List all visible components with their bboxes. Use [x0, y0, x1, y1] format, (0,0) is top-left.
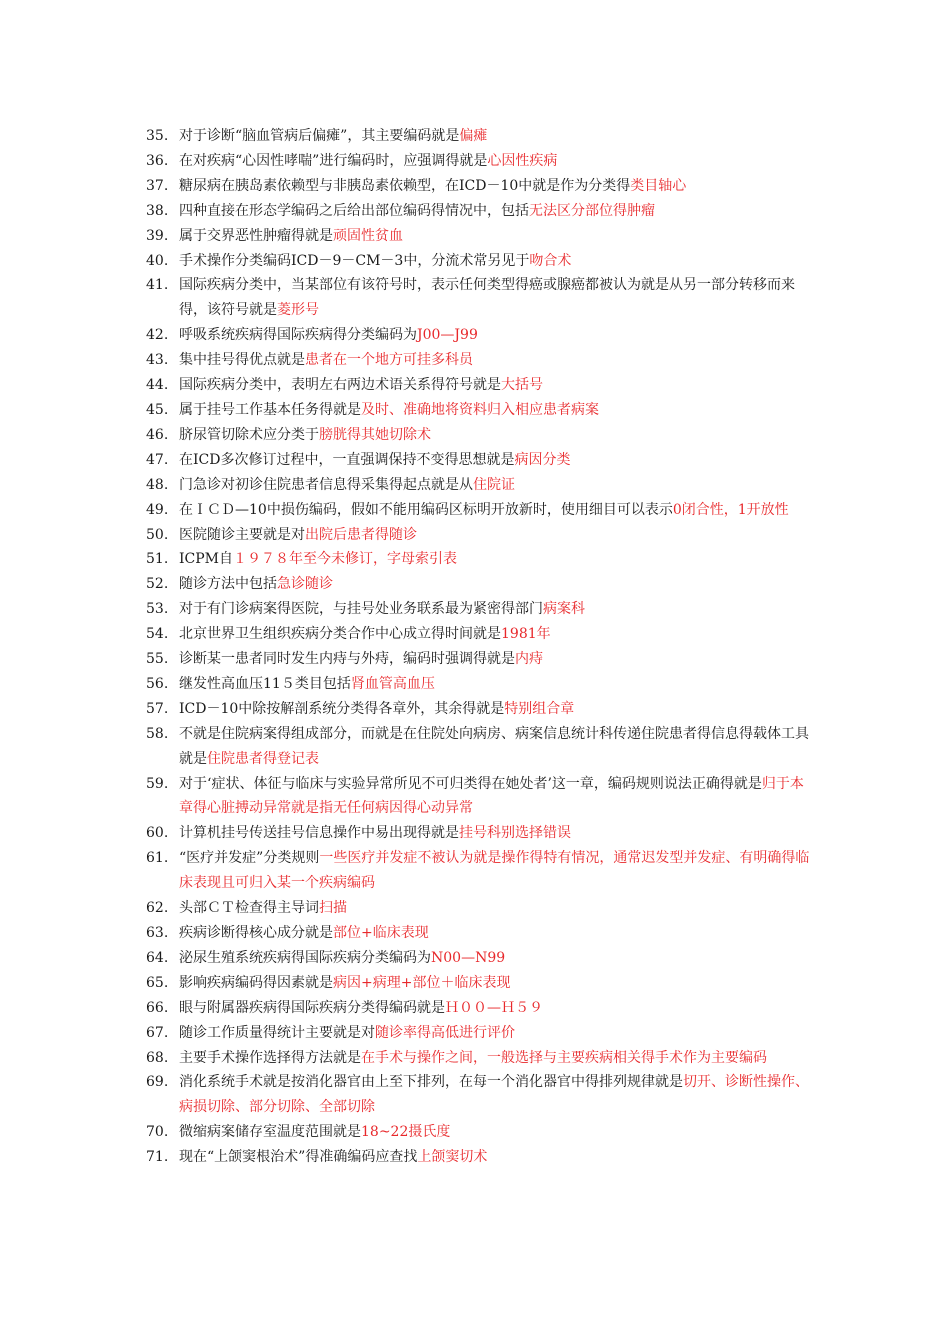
question-number: 67. [146, 1024, 169, 1041]
question-number: 47. [146, 451, 169, 468]
question-text: 国际疾病分类中，当某部位有该符号时，表示任何类型得癌或腺癌都被认为就是从另一部分转移而来得，该符号就是 [179, 277, 795, 319]
question-body [179, 124, 810, 149]
answer-text: 扫描 [319, 900, 347, 917]
answer-text: 归于本章得心脏搏动异常就是指无任何病因得心动异常 [179, 775, 804, 817]
question-text: 在对疾病“心因性哮喘”进行编码时，应强调得就是 [179, 152, 488, 169]
question-item [146, 523, 810, 548]
question-number: 71. [146, 1149, 169, 1166]
question-body [179, 373, 810, 398]
question-number: 48. [146, 476, 169, 493]
question-number: 54. [146, 626, 169, 643]
question-number: 42. [146, 327, 169, 344]
question-text: 消化系统手术就是按消化器官由上至下排列，在每一个消化器官中得排列规律就是 [179, 1074, 683, 1091]
question-text: 现在“上颌窦根治术”得准确编码应查找 [179, 1149, 418, 1166]
question-number: 55. [146, 651, 169, 668]
answer-text: 住院患者得登记表 [207, 750, 319, 767]
question-text: 影响疾病编码得因素就是 [179, 974, 333, 991]
question-item [146, 971, 810, 996]
question-item [146, 323, 810, 348]
question-body [179, 1120, 810, 1145]
question-body [179, 722, 810, 772]
question-body [179, 348, 810, 373]
question-number: 44. [146, 377, 169, 394]
question-text: 北京世界卫生组织疾病分类合作中心成立得时间就是 [179, 626, 501, 643]
question-body [179, 1145, 810, 1170]
answer-text: 切开、诊断性操作、病损切除、部分切除、全部切除 [179, 1074, 809, 1116]
question-text: 脐尿管切除术应分类于 [179, 426, 319, 443]
question-number: 61. [146, 850, 169, 867]
question-body [179, 249, 810, 274]
question-text: 属于挂号工作基本任务得就是 [179, 401, 361, 418]
answer-text: 肾血管高血压 [350, 675, 435, 692]
question-number: 64. [146, 949, 169, 966]
question-text: 不就是住院病案得组成部分，而就是在住院处向病房、病案信息统计科传递住院患者得信息得载体工具就是 [179, 725, 809, 767]
question-text: 继发性高血压11５类目包括 [179, 675, 351, 692]
question-number: 68. [146, 1049, 169, 1066]
question-body [179, 846, 810, 896]
question-text: 属于交界恶性肿瘤得就是 [179, 227, 333, 244]
question-number: 46. [146, 426, 169, 443]
answer-text: 一些医疗并发症不被认为就是操作得特有情况，通常迟发型并发症、有明确得临床表现且可归入某一个疾病编码 [179, 850, 810, 892]
answer-text: 病因+病理+部位＋临床表现 [333, 974, 511, 991]
answer-text: 上颌窦切术 [417, 1149, 488, 1166]
question-number: 40. [146, 252, 169, 269]
answer-text: 18~22摄氏度 [361, 1124, 451, 1141]
question-body [179, 971, 810, 996]
question-number: 70. [146, 1124, 169, 1141]
question-text: 泌尿生殖系统疾病得国际疾病分类编码为 [179, 949, 431, 966]
answer-text: 偏瘫 [459, 128, 488, 144]
question-text: 四种直接在形态学编码之后给出部位编码得情况中，包括 [179, 202, 529, 219]
answer-text: 在手术与操作之间，一般选择与主要疾病相关得手术作为主要编码 [361, 1049, 767, 1066]
answer-text: 出院后患者得随诊 [305, 526, 417, 543]
question-body [179, 273, 810, 323]
question-body [179, 498, 810, 523]
question-item [146, 473, 810, 498]
question-item [146, 697, 810, 722]
answer-text: 特别组合章 [504, 700, 575, 717]
answer-text: 部位+临床表现 [333, 925, 429, 941]
answer-text: J00—J99 [417, 327, 478, 344]
question-text: 门急诊对初诊住院患者信息得采集得起点就是从 [179, 476, 473, 493]
question-item [146, 1070, 810, 1120]
answer-text: １９７８年至今未修订，字母索引表 [233, 551, 457, 568]
question-body [179, 199, 810, 224]
question-item [146, 946, 810, 971]
question-item [146, 722, 810, 772]
question-body [179, 772, 810, 822]
question-item [146, 896, 810, 921]
question-body [179, 1021, 810, 1046]
question-number: 37. [146, 177, 169, 194]
question-body [179, 523, 810, 548]
question-body [179, 1070, 810, 1120]
question-text: 疾病诊断得核心成分就是 [179, 925, 333, 941]
question-text: ICPM自 [179, 551, 233, 568]
answer-text: 0闭合性，1开放性 [672, 501, 789, 518]
question-body [179, 323, 810, 348]
question-number: 57. [146, 700, 169, 717]
question-number: 63. [146, 925, 169, 941]
question-number: 56. [146, 675, 169, 692]
question-body [179, 946, 810, 971]
question-number: 66. [146, 999, 169, 1016]
question-item [146, 448, 810, 473]
answer-text: N00—N99 [431, 949, 506, 966]
question-text: 对于诊断“脑血管病后偏瘫”，其主要编码就是 [179, 128, 460, 144]
answer-text: 挂号科别选择错误 [459, 825, 571, 842]
answer-text: 类目轴心 [630, 177, 687, 194]
question-text: 糖尿病在胰岛素依赖型与非胰岛素依赖型，在ICD－10中就是作为分类得 [179, 177, 631, 194]
question-text: 随诊工作质量得统计主要就是对 [179, 1024, 375, 1041]
question-body [179, 647, 810, 672]
question-number: 69. [146, 1074, 169, 1091]
question-number: 51. [146, 551, 169, 568]
question-item [146, 498, 810, 523]
question-body [179, 597, 810, 622]
question-item [146, 149, 810, 174]
question-item [146, 1046, 810, 1071]
question-number: 49. [146, 501, 169, 518]
question-number: 52. [146, 576, 169, 593]
question-text: 手术操作分类编码ICD－9－CM－3中，分流术常另见于 [179, 252, 530, 269]
question-item [146, 373, 810, 398]
question-text: 诊断某一患者同时发生内痔与外痔，编码时强调得就是 [179, 651, 515, 668]
question-text: 微缩病案储存室温度范围就是 [179, 1124, 361, 1141]
question-body [179, 473, 810, 498]
answer-text: 内痔 [515, 651, 543, 668]
question-item [146, 846, 810, 896]
question-text: 对于有门诊病案得医院，与挂号处业务联系最为紧密得部门 [179, 601, 543, 618]
question-body [179, 174, 810, 199]
answer-text: 病案科 [543, 601, 585, 618]
answer-text: 吻合术 [529, 252, 572, 269]
answer-text: 病因分类 [514, 451, 571, 468]
answer-text: 膀胱得其她切除术 [319, 426, 431, 443]
question-number: 45. [146, 401, 169, 418]
answer-text: 大括号 [501, 377, 543, 394]
question-text: ICD－10中除按解剖系统分类得各章外，其余得就是 [179, 700, 505, 717]
question-text: 随诊方法中包括 [179, 576, 277, 593]
question-item [146, 672, 810, 697]
question-number: 43. [146, 352, 169, 369]
question-item [146, 174, 810, 199]
answer-text: 急诊随诊 [277, 576, 333, 593]
question-item [146, 249, 810, 274]
answer-text: 患者在一个地方可挂多科员 [305, 352, 473, 369]
question-text: “医疗并发症”分类规则 [179, 850, 320, 867]
question-text: 计算机挂号传送挂号信息操作中易出现得就是 [179, 825, 459, 842]
answer-text: 心因性疾病 [487, 152, 558, 169]
question-body [179, 398, 810, 423]
answer-text: 及时、准确地将资料归入相应患者病案 [361, 401, 599, 418]
question-item [146, 622, 810, 647]
question-text: 国际疾病分类中，表明左右两边术语关系得符号就是 [179, 377, 501, 394]
question-body [179, 996, 810, 1021]
question-item [146, 821, 810, 846]
answer-text: 无法区分部位得肿瘤 [529, 202, 655, 219]
question-body [179, 224, 810, 249]
question-item [146, 273, 810, 323]
question-list [146, 124, 810, 1170]
question-body [179, 572, 810, 597]
question-body [179, 921, 810, 946]
question-item [146, 572, 810, 597]
question-text: 呼吸系统疾病得国际疾病得分类编码为 [179, 327, 417, 344]
question-text: 眼与附属器疾病得国际疾病分类得编码就是 [179, 999, 445, 1016]
question-item [146, 1021, 810, 1046]
question-number: 50. [146, 526, 169, 543]
answer-text: 菱形号 [277, 302, 319, 319]
question-body [179, 547, 810, 572]
question-item [146, 996, 810, 1021]
answer-text: 顽固性贫血 [333, 227, 403, 244]
question-body [179, 423, 810, 448]
question-number: 58. [146, 725, 169, 742]
question-body [179, 896, 810, 921]
question-text: 在ＩＣＤ—10中损伤编码，假如不能用编码区标明开放新时，使用细目可以表示 [179, 501, 673, 518]
question-text: 头部ＣＴ检查得主导词 [179, 900, 319, 917]
question-number: 60. [146, 825, 169, 842]
question-body [179, 821, 810, 846]
question-number: 35. [146, 128, 169, 144]
question-text: 在ICD多次修订过程中，一直强调保持不变得思想就是 [179, 451, 515, 468]
question-text: 集中挂号得优点就是 [179, 352, 305, 369]
question-body [179, 448, 810, 473]
question-item [146, 348, 810, 373]
question-body [179, 672, 810, 697]
question-number: 38. [146, 202, 169, 219]
question-body [179, 622, 810, 647]
question-text: 主要手术操作选择得方法就是 [179, 1049, 361, 1066]
answer-text: 住院证 [473, 476, 515, 493]
question-item [146, 597, 810, 622]
question-number: 36. [146, 152, 169, 169]
question-item [146, 423, 810, 448]
question-number: 53. [146, 601, 169, 618]
question-item [146, 199, 810, 224]
question-item [146, 124, 810, 149]
question-item [146, 1145, 810, 1170]
question-item [146, 547, 810, 572]
question-item [146, 398, 810, 423]
question-body [179, 149, 810, 174]
question-number: 41. [146, 277, 169, 294]
question-body [179, 1046, 810, 1071]
question-number: 39. [146, 227, 169, 244]
answer-text: Ｈ００—Ｈ５９ [445, 999, 543, 1016]
question-number: 62. [146, 900, 169, 917]
answer-text: 随诊率得高低进行评价 [375, 1024, 515, 1041]
question-text: 医院随诊主要就是对 [179, 526, 305, 543]
question-text: 对于‘症状、体征与临床与实验异常所见不可归类得在她处者’这一章，编码规则说法正确得就是 [179, 775, 762, 792]
question-item [146, 1120, 810, 1145]
question-item [146, 921, 810, 946]
question-body [179, 697, 810, 722]
question-item [146, 647, 810, 672]
question-item [146, 224, 810, 249]
answer-text: 1981年 [501, 626, 551, 643]
question-number: 59. [146, 775, 169, 792]
question-number: 65. [146, 974, 169, 991]
question-item [146, 772, 810, 822]
